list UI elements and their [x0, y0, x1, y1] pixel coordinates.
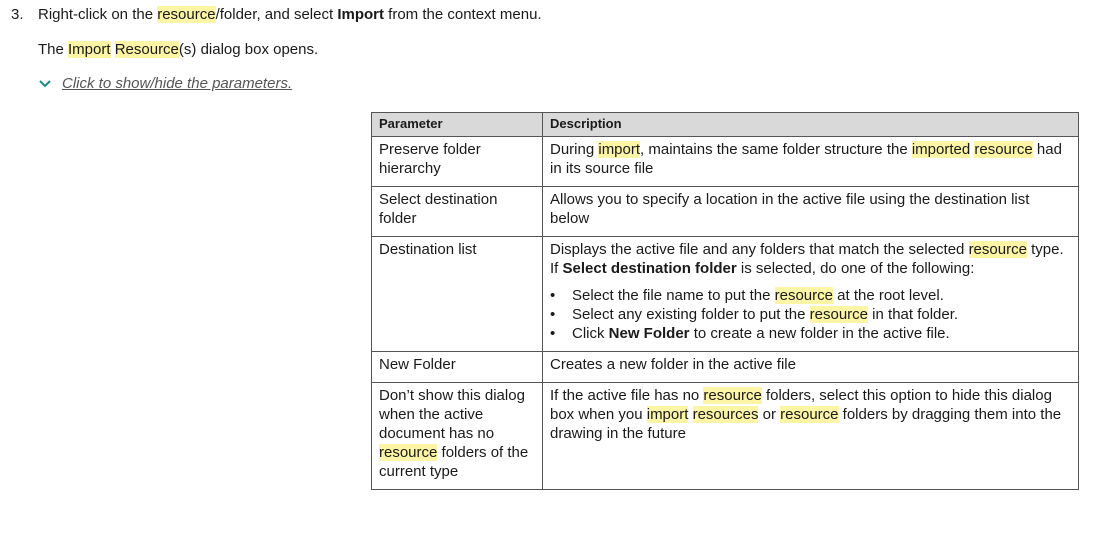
- import-menu-item-text: Import: [337, 6, 384, 23]
- search-highlight: import: [598, 141, 641, 158]
- search-highlight: resources: [692, 406, 759, 423]
- show-hide-parameters-link[interactable]: Click to show/hide the parameters.: [62, 75, 293, 92]
- show-hide-parameters-toggle[interactable]: [38, 75, 292, 92]
- bullet-text: to create a new folder in the active file.: [689, 325, 950, 342]
- table-row: [372, 237, 1079, 352]
- step-text: from the context menu.: [384, 6, 542, 23]
- parameter-cell: Destination list: [372, 237, 543, 352]
- description-text: During: [550, 141, 599, 158]
- list-item: [550, 286, 1071, 305]
- search-highlight: resource: [703, 387, 762, 404]
- note-text: The: [38, 41, 69, 58]
- step-text: /folder, and select: [215, 6, 338, 23]
- bullet-text: Select the file name to put the: [572, 287, 775, 304]
- note-text: (s) dialog box opens.: [178, 41, 319, 58]
- description-text: folders by dragging them into the drawing in the future: [550, 406, 1062, 442]
- parameter-cell: Preserve folder hierarchy: [372, 137, 543, 187]
- step-number: 3.: [11, 6, 24, 23]
- description-text: [688, 406, 692, 423]
- description-cell: Creates a new folder in the active file: [543, 352, 1079, 383]
- parameter-cell: [372, 383, 543, 490]
- column-header-parameter: Parameter: [372, 113, 543, 137]
- table-row: [372, 352, 1079, 383]
- table-row: [372, 187, 1079, 237]
- description-text: Displays the active file and any folders that match the selected: [550, 241, 969, 258]
- table-row: [372, 383, 1079, 490]
- bullet-text: at the root level.: [832, 287, 944, 304]
- bullet-list: [550, 286, 1071, 343]
- description-cell: [543, 383, 1079, 490]
- description-text: type. If: [550, 241, 1064, 277]
- search-highlight: resource: [379, 444, 438, 461]
- search-highlight: resource: [974, 141, 1033, 158]
- description-cell: [543, 137, 1079, 187]
- search-highlight: Resource: [114, 41, 179, 58]
- search-highlight: import: [646, 406, 689, 423]
- dialog-opens-note: [38, 41, 318, 58]
- table-header-row: [372, 113, 1079, 137]
- search-highlight: imported: [911, 141, 971, 158]
- parameter-cell: New Folder: [372, 352, 543, 383]
- bullet-text: Select any existing folder to put the: [572, 306, 810, 323]
- parameter-text: Don’t show this dialog when the active document has no: [379, 387, 525, 442]
- step-text: Right-click on the: [38, 6, 158, 23]
- parameters-table: [371, 112, 1079, 490]
- search-highlight: resource: [774, 287, 833, 304]
- description-bold-text: Select destination folder: [562, 260, 737, 277]
- bullet-bold-text: New Folder: [608, 325, 690, 342]
- description-text: had in its source file: [550, 141, 1062, 177]
- description-text: is selected, do one of the following:: [736, 260, 975, 277]
- column-header-description: Description: [543, 113, 1079, 137]
- chevron-down-icon: [38, 77, 52, 91]
- list-item: [550, 305, 1071, 324]
- step-3-instruction: [11, 6, 542, 23]
- list-item: [550, 324, 1071, 343]
- description-paragraph: [550, 240, 1071, 278]
- description-text: If the active file has no: [550, 387, 704, 404]
- parameter-text: folders of the current type: [379, 444, 529, 480]
- table-row: [372, 137, 1079, 187]
- description-cell: Allows you to specify a location in the active file using the destination list below: [543, 187, 1079, 237]
- search-highlight: resource: [780, 406, 839, 423]
- description-text: folders, select this option to hide this dialog box when you: [550, 387, 1052, 423]
- search-highlight: Import: [68, 41, 111, 58]
- description-text: , maintains the same folder structure the: [640, 141, 912, 158]
- parameter-cell: Select destination folder: [372, 187, 543, 237]
- search-highlight: resource: [968, 241, 1027, 258]
- bullet-text: Click: [572, 325, 609, 342]
- description-text: or: [758, 406, 781, 423]
- bullet-text: in that folder.: [868, 306, 959, 323]
- description-cell: [543, 237, 1079, 352]
- search-highlight: resource: [157, 6, 216, 23]
- search-highlight: resource: [809, 306, 869, 323]
